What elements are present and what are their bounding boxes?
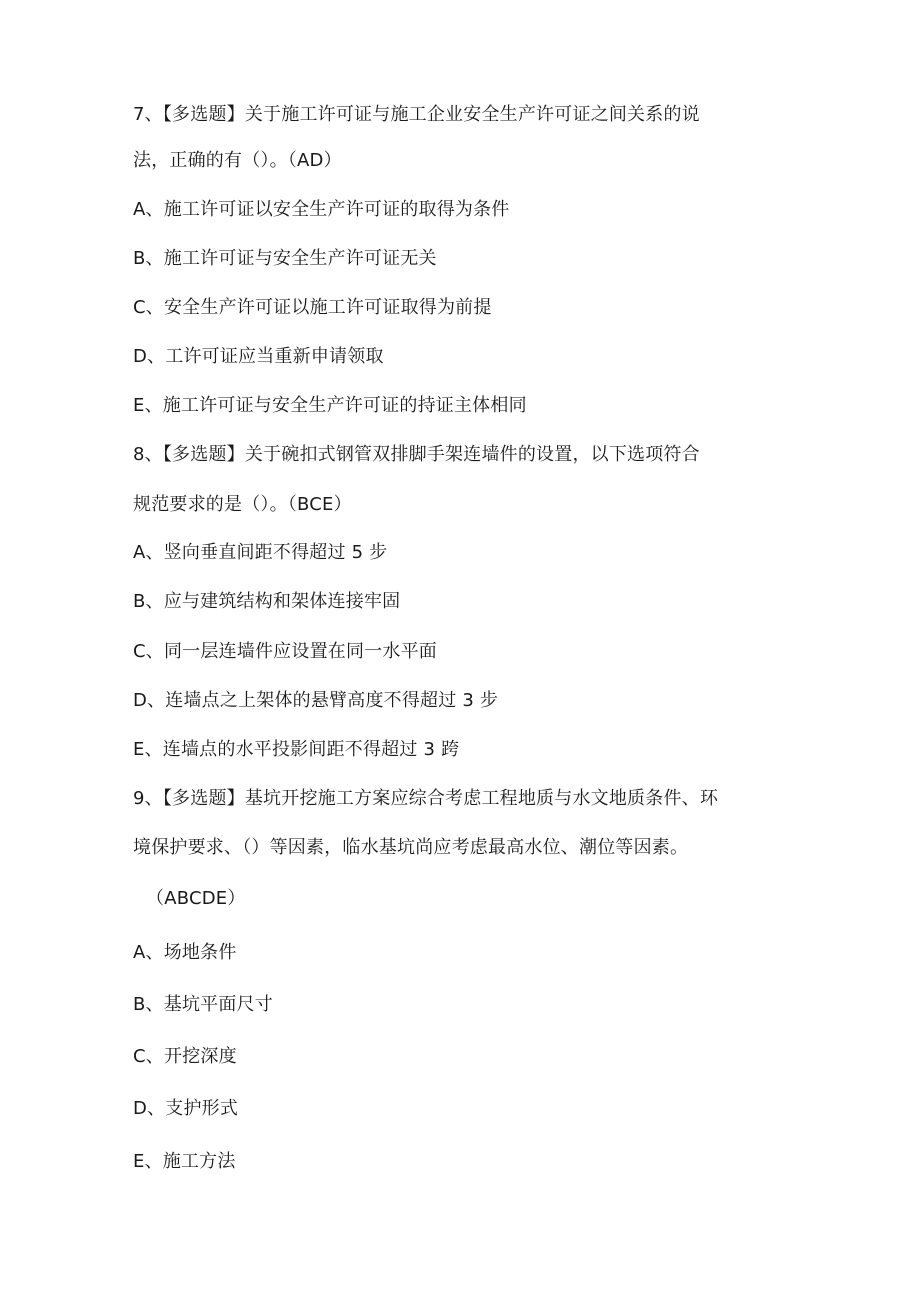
question-7-option-e: E、施工许可证与安全生产许可证的持证主体相同: [133, 395, 527, 416]
question-9-line-2: 境保护要求、（）等因素，临水基坑尚应考虑最高水位、潮位等因素。: [133, 837, 689, 858]
question-7-line-1: 7、【多选题】关于施工许可证与施工企业安全生产许可证之间关系的说: [133, 104, 700, 125]
question-7-option-a: A、施工许可证以安全生产许可证的取得为条件: [133, 199, 510, 220]
question-7-option-d: D、工许可证应当重新申请领取: [133, 346, 384, 367]
question-9-line-3: （ABCDE）: [146, 888, 246, 909]
question-7-option-c: C、安全生产许可证以施工许可证取得为前提: [133, 297, 492, 318]
question-9-option-b: B、基坑平面尺寸: [133, 994, 273, 1015]
question-8-option-e: E、连墙点的水平投影间距不得超过 3 跨: [133, 739, 460, 760]
question-9-option-d: D、支护形式: [133, 1098, 239, 1119]
question-9-option-a: A、场地条件: [133, 942, 237, 963]
question-8-line-2: 规范要求的是（）。（BCE）: [133, 494, 352, 515]
question-7-option-b: B、施工许可证与安全生产许可证无关: [133, 248, 437, 269]
question-9-option-e: E、施工方法: [133, 1151, 236, 1172]
question-8-option-b: B、应与建筑结构和架体连接牢固: [133, 591, 401, 612]
question-8-line-1: 8、【多选题】关于碗扣式钢管双排脚手架连墙件的设置，以下选项符合: [133, 444, 700, 465]
question-7-line-2: 法，正确的有（）。（AD）: [133, 150, 342, 171]
question-9-line-1: 9、【多选题】基坑开挖施工方案应综合考虑工程地质与水文地质条件、环: [133, 788, 719, 809]
question-8-option-a: A、竖向垂直间距不得超过 5 步: [133, 542, 388, 563]
question-9-option-c: C、开挖深度: [133, 1046, 237, 1067]
question-8-option-c: C、同一层连墙件应设置在同一水平面: [133, 641, 437, 662]
question-8-option-d: D、连墙点之上架体的悬臂高度不得超过 3 步: [133, 690, 499, 711]
